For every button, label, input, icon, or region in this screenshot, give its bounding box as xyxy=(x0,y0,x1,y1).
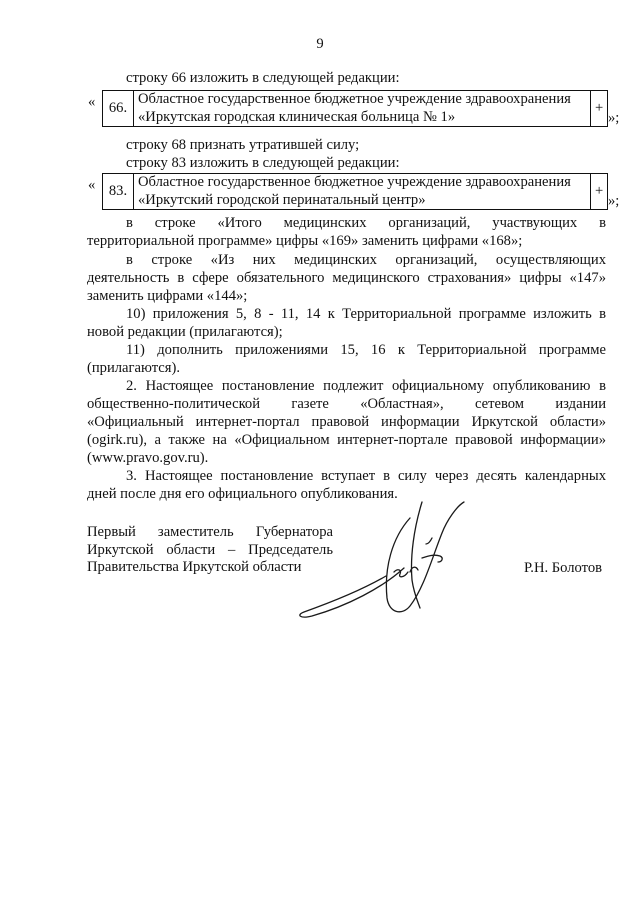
item-11-line1: 11) дополнить приложениями 15, 16 к Территориальной программе xyxy=(126,342,606,358)
para-iz-nih-line2: деятельность в сфере обязательного медицинского страхования» цифры «147» xyxy=(87,270,606,286)
row-83-name-line1: Областное государственное бюджетное учреждение здравоохранения xyxy=(138,174,571,190)
row-66-mark: + xyxy=(591,91,608,127)
row-66-open-quote: « xyxy=(88,94,96,110)
row-66-number: 66. xyxy=(103,91,134,127)
item-11-line2: (прилагаются). xyxy=(87,360,180,376)
row-66-intro: строку 66 изложить в следующей редакции: xyxy=(126,70,400,86)
para-itogo-line2: территориальной программе» цифры «169» заменить цифрами «168»; xyxy=(87,233,523,249)
row-83-open-quote: « xyxy=(88,177,96,193)
row-68-text: строку 68 признать утратившей силу; xyxy=(126,137,360,153)
para-iz-nih-line1: в строке «Из них медицинских организаций, осуществляющих xyxy=(126,252,606,268)
row-66-name-line1: Областное государственное бюджетное учреждение здравоохранения xyxy=(138,91,571,107)
row-83-close-quote: »; xyxy=(608,193,620,209)
section-2-line2: общественно-политической газете «Областная», сетевом издании xyxy=(87,396,606,412)
item-10-line2: новой редакции (прилагаются); xyxy=(87,324,283,340)
row-66-name-line2: «Иркутская городская клиническая больница № 1» xyxy=(138,108,456,125)
para-itogo-line1: в строке «Итого медицинских организаций, участвующих в xyxy=(126,215,606,231)
signature-title-line3: Правительства Иркутской области xyxy=(87,559,302,575)
row-83-number: 83. xyxy=(103,174,134,210)
row-83-intro: строку 83 изложить в следующей редакции: xyxy=(126,155,400,171)
handwritten-signature-icon xyxy=(292,498,472,623)
row-83-mark: + xyxy=(591,174,608,210)
page-number: 9 xyxy=(316,36,324,52)
row-66-table xyxy=(102,90,608,127)
section-2-line1: 2. Настоящее постановление подлежит официальному опубликованию в xyxy=(126,378,606,394)
section-2-line5: (www.pravo.gov.ru). xyxy=(87,450,209,466)
row-83-table xyxy=(102,173,608,210)
section-2-line4: (ogirk.ru), а также на «Официальном интернет-портале правовой информации» xyxy=(87,432,606,448)
row-83-name-line2: «Иркутский городской перинатальный центр» xyxy=(138,191,426,208)
item-10-line1: 10) приложения 5, 8 - 11, 14 к Территориальной программе изложить в xyxy=(126,306,606,322)
para-iz-nih-line3: заменить цифрами «144»; xyxy=(87,288,248,304)
section-2-line3: «Официальный интернет-портал правовой информации Иркутской области» xyxy=(87,414,606,430)
row-66-name xyxy=(134,91,591,127)
row-83-name xyxy=(134,174,591,210)
section-3-line1: 3. Настоящее постановление вступает в силу через десять календарных xyxy=(126,468,606,484)
row-66-close-quote: »; xyxy=(608,110,620,126)
signature-title-line1: Первый заместитель Губернатора xyxy=(87,524,333,540)
signature-title-line2: Иркутской области – Председатель xyxy=(87,541,333,558)
signer-name: Р.Н. Болотов xyxy=(524,560,603,576)
section-3-line2: дней после дня его официального опубликования. xyxy=(87,486,398,502)
